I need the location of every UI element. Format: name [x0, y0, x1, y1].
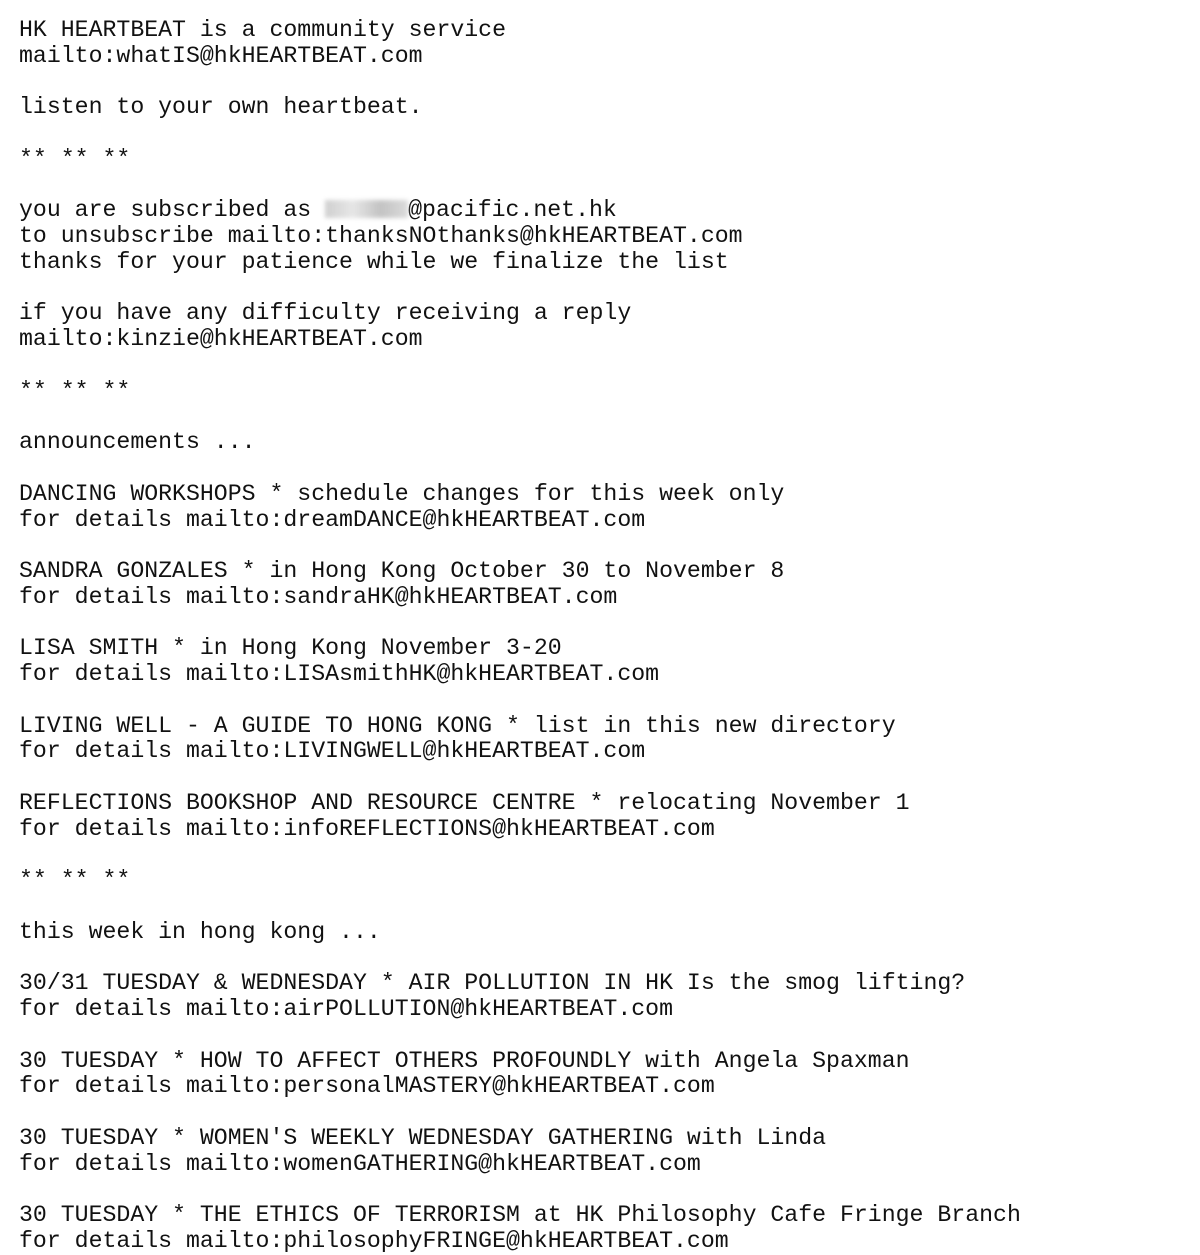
text-line: 30 TUESDAY * HOW TO AFFECT OTHERS PROFOUNDLY with Angela Spaxman — [19, 1047, 910, 1074]
separator-line: ** ** ** — [19, 377, 131, 404]
separator-line: ** ** ** — [19, 145, 131, 172]
blank-line — [19, 456, 1021, 482]
separator-line: ** ** ** — [19, 867, 131, 894]
text-line: LIVING WELL - A GUIDE TO HONG KONG * list in this new directory — [19, 712, 896, 739]
subscription-line — [19, 198, 1021, 224]
blank-line — [19, 276, 1021, 302]
text-line: announcements ... — [19, 429, 256, 456]
text-line: this week in hong kong ... — [19, 918, 381, 945]
text-line: for details mailto:infoREFLECTIONS@hkHEARTBEAT.com — [19, 815, 715, 842]
blank-line — [19, 70, 1021, 96]
blank-line — [19, 121, 1021, 147]
text-line: 30 TUESDAY * THE ETHICS OF TERRORISM at HK Philosophy Cafe Fringe Branch — [19, 1202, 1021, 1229]
subscription-domain: @pacific.net.hk — [408, 197, 617, 224]
text-line: for details mailto:airPOLLUTION@hkHEARTBEAT.com — [19, 996, 673, 1023]
blank-line — [19, 1100, 1021, 1126]
blank-line — [19, 611, 1021, 637]
text-line: for details mailto:LISAsmithHK@hkHEARTBEAT.com — [19, 661, 660, 688]
text-line: mailto:whatIS@hkHEARTBEAT.com — [19, 42, 423, 69]
text-line: 30 TUESDAY * WOMEN'S WEEKLY WEDNESDAY GATHERING with Linda — [19, 1124, 827, 1151]
text-line: for details mailto:dreamDANCE@hkHEARTBEAT.com — [19, 506, 646, 533]
blank-line — [19, 1177, 1021, 1203]
blank-line — [19, 946, 1021, 972]
blank-line — [19, 533, 1021, 559]
text-line: listen to your own heartbeat. — [19, 94, 423, 121]
text-line: to unsubscribe mailto:thanksNOthanks@hkHEARTBEAT.com — [19, 223, 743, 250]
text-line: DANCING WORKSHOPS * schedule changes for this week only — [19, 480, 785, 507]
blank-line — [19, 688, 1021, 714]
blank-line — [19, 173, 1021, 199]
text-line: REFLECTIONS BOOKSHOP AND RESOURCE CENTRE * relocating November 1 — [19, 789, 910, 816]
blank-line — [19, 404, 1021, 430]
text-line: 30/31 TUESDAY & WEDNESDAY * AIR POLLUTION IN HK Is the smog lifting? — [19, 970, 966, 997]
text-line: thanks for your patience while we finalize the list — [19, 248, 729, 275]
text-line: for details mailto:LIVINGWELL@hkHEARTBEAT.com — [19, 738, 646, 765]
blank-line — [19, 765, 1021, 791]
blank-line — [19, 894, 1021, 920]
text-line: SANDRA GONZALES * in Hong Kong October 30 to November 8 — [19, 558, 785, 585]
text-line: HK HEARTBEAT is a community service — [19, 17, 507, 43]
text-line: for details mailto:womenGATHERING@hkHEARTBEAT.com — [19, 1150, 701, 1177]
text-line: for details mailto:personalMASTERY@hkHEARTBEAT.com — [19, 1073, 715, 1100]
blank-line — [19, 1023, 1021, 1049]
subscription-prefix: you are subscribed as — [19, 197, 326, 224]
text-line: if you have any difficulty receiving a reply — [19, 300, 632, 327]
text-line: for details mailto:sandraHK@hkHEARTBEAT.com — [19, 583, 618, 610]
text-line: mailto:kinzie@hkHEARTBEAT.com — [19, 326, 423, 353]
newsletter-text — [19, 18, 1021, 1255]
redacted-username — [325, 200, 408, 218]
blank-line — [19, 353, 1021, 379]
text-line: for details mailto:philosophyFRINGE@hkHEARTBEAT.com — [19, 1227, 729, 1254]
text-line: LISA SMITH * in Hong Kong November 3-20 — [19, 635, 562, 662]
blank-line — [19, 843, 1021, 869]
